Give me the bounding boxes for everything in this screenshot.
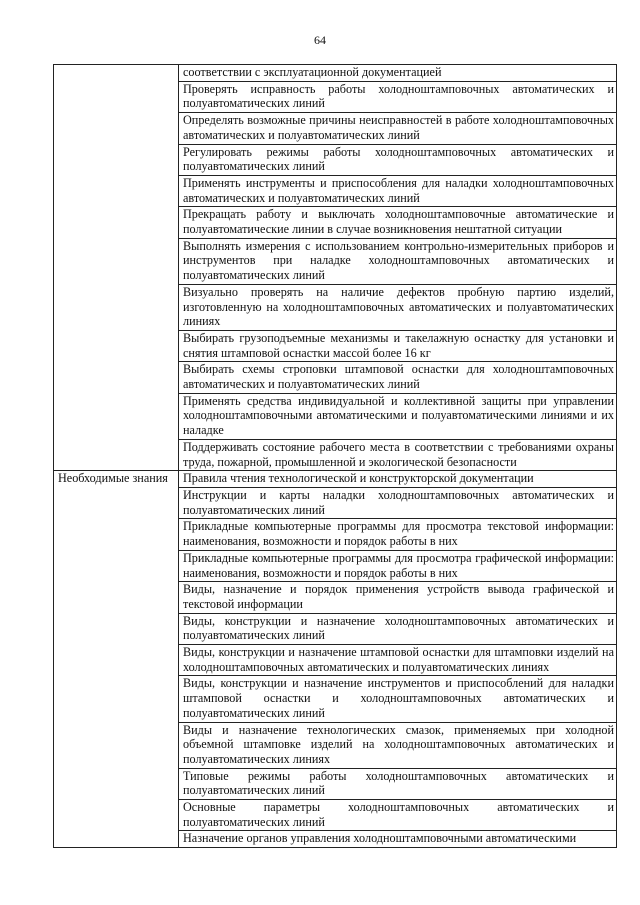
requirement-cell: Прикладные компьютерные программы для просмотра текстовой информации: наименования, возможности и порядок работы в них — [179, 519, 617, 550]
requirement-cell: Поддерживать состояние рабочего места в соответствии с требованиями охраны труда, пожарной, промышленной и экологической безопасности — [179, 439, 617, 470]
competency-table — [53, 64, 617, 848]
table-row — [54, 65, 617, 82]
requirement-cell: Выполнять измерения с использованием контрольно-измерительных приборов и инструментов при наладке холодноштамповочных автоматических и полуавтоматических линий — [179, 238, 617, 284]
requirement-cell: Виды, конструкции и назначение штамповой оснастки для штамповки изделий на холодноштамповочных автоматических и полуавтоматических линиях — [179, 645, 617, 676]
requirement-cell: Визуально проверять на наличие дефектов пробную партию изделий, изготовленную на холодноштамповочных автоматических и полуавтоматических линиях — [179, 284, 617, 330]
requirement-cell: Виды, конструкции и назначение холодноштамповочных автоматических и полуавтоматических линий — [179, 613, 617, 644]
requirement-cell: Прекращать работу и выключать холодноштамповочные автоматические и полуавтоматические линии в случае возникновения нештатной ситуации — [179, 207, 617, 238]
requirement-cell: Виды и назначение технологических смазок, применяемых при холодной объемной штамповке изделий на холодноштамповочных автоматических и полуавтоматических линиях — [179, 722, 617, 768]
requirement-cell: Определять возможные причины неисправностей в работе холодноштамповочных автоматических и полуавтоматических линий — [179, 113, 617, 144]
requirement-cell: Основные параметры холодноштамповочных автоматических и полуавтоматических линий — [179, 800, 617, 831]
page-number: 64 — [314, 33, 326, 47]
requirement-cell: Прикладные компьютерные программы для просмотра графической информации: наименования, возможности и порядок работы в них — [179, 550, 617, 581]
section-label — [54, 65, 179, 471]
requirement-cell: Назначение органов управления холодноштамповочными автоматическими — [179, 831, 617, 848]
requirement-cell: Виды, конструкции и назначение инструментов и приспособлений для наладки штамповой оснастки и холодноштамповочных автоматических и полуавтоматических линий — [179, 676, 617, 722]
requirement-cell: Правила чтения технологической и конструкторской документации — [179, 471, 617, 488]
requirement-cell: Выбирать схемы строповки штамповой оснастки для холодноштамповочных автоматических и полуавтоматических линий — [179, 362, 617, 393]
requirement-cell: Виды, назначение и порядок применения устройств вывода графической и текстовой информации — [179, 582, 617, 613]
requirement-cell: Выбирать грузоподъемные механизмы и такелажную оснастку для установки и снятия штамповой оснастки массой более 16 кг — [179, 330, 617, 361]
requirement-cell: Применять инструменты и приспособления для наладки холодноштамповочных автоматических и полуавтоматических линий — [179, 175, 617, 206]
requirement-cell: соответствии с эксплуатационной документацией — [179, 65, 617, 82]
section-label: Необходимые знания — [54, 471, 179, 848]
requirement-cell: Проверять исправность работы холодноштамповочных автоматических и полуавтоматических линий — [179, 81, 617, 112]
table-row — [54, 471, 617, 488]
requirement-cell: Регулировать режимы работы холодноштамповочных автоматических и полуавтоматических линий — [179, 144, 617, 175]
requirement-cell: Типовые режимы работы холодноштамповочных автоматических и полуавтоматических линий — [179, 768, 617, 799]
requirement-cell: Инструкции и карты наладки холодноштамповочных автоматических и полуавтоматических линий — [179, 487, 617, 518]
requirement-cell: Применять средства индивидуальной и коллективной защиты при управлении холодноштамповочными автоматическими и полуавтоматическими линиями и их наладке — [179, 393, 617, 439]
